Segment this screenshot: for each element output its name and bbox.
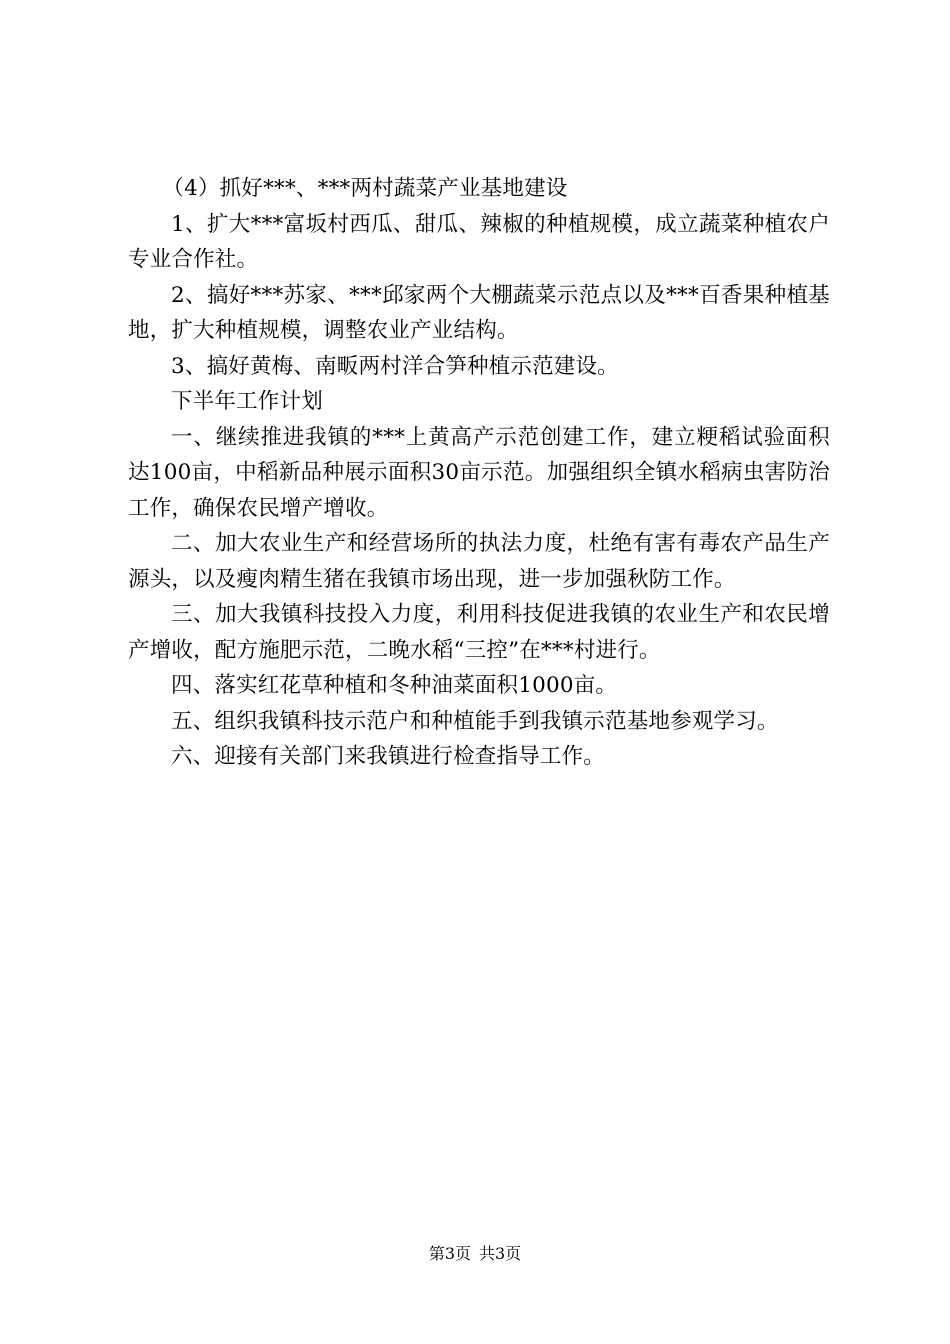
- document-body: [128, 171, 830, 775]
- plan-item-5: 五、组织我镇科技示范户和种植能手到我镇示范基地参观学习。: [171, 708, 779, 734]
- paragraph-item-3: 3、搞好黄梅、南畈两村洋合笋种植示范建设。: [171, 353, 619, 379]
- plan-item-3: 三、加大我镇科技投入力度，利用科技促进我镇的农业生产和农民增产增收，配方施肥示范，二晚水稻“三控”在***村进行。: [128, 602, 830, 663]
- paragraph-item-1: 1、扩大***富坂村西瓜、甜瓜、辣椒的种植规模，成立蔬菜种植农户专业合作社。: [128, 211, 830, 272]
- plan-item-1: 一、继续推进我镇的***上黄高产示范创建工作，建立粳稻试验面积达100亩，中稻新品种展示面积30亩示范。加强组织全镇水稻病虫害防治工作，确保农民增产增收。: [128, 424, 830, 521]
- page-total: 共3页: [479, 1244, 522, 1263]
- section-heading-vegetable-base: （4）抓好***、***两村蔬菜产业基地建设: [162, 176, 568, 201]
- section-heading-second-half-plan: 下半年工作计划: [171, 389, 323, 414]
- plan-item-6: 六、迎接有关部门来我镇进行检查指导工作。: [171, 744, 606, 769]
- plan-item-2: 二、加大农业生产和经营场所的执法力度，杜绝有害有毒农产品生产源头，以及瘦肉精生猪在我镇市场出现，进一步加强秋防工作。: [128, 531, 830, 592]
- paragraph-item-2: 2、搞好***苏家、***邱家两个大棚蔬菜示范点以及***百香果种植基地，扩大种植规模，调整农业产业结构。: [128, 282, 830, 343]
- page-number: 第3页: [428, 1244, 471, 1263]
- plan-item-4: 四、落实红花草种植和冬种油菜面积1000亩。: [171, 673, 618, 698]
- page-footer: [0, 1243, 950, 1265]
